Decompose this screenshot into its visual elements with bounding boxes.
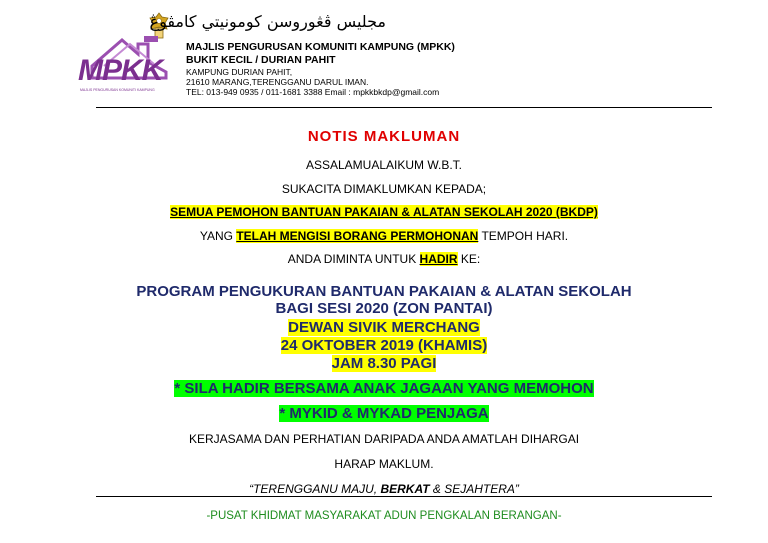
note-bring-child: * SILA HADIR BERSAMA ANAK JAGAAN YANG MEMOHON <box>174 380 594 397</box>
applicants-line <box>0 205 768 219</box>
attend-pre: ANDA DIMINTA UNTUK <box>287 252 420 266</box>
program-line-2: BAGI SESI 2020 (ZON PANTAI) <box>275 300 493 317</box>
attend-post: KE: <box>457 252 481 266</box>
footer-text: -PUSAT KHIDMAT MASYARAKAT ADUN PENGKALAN BERANGAN- <box>206 510 562 522</box>
greeting: ASSALAMUALAIKUM W.B.T. <box>305 158 463 172</box>
filled-highlight: TELAH MENGISI BORANG PERMOHONAN <box>236 229 479 243</box>
applicants-highlight: SEMUA PEMOHON BANTUAN PAKAIAN & ALATAN SEKOLAH 2020 (BKDP) <box>170 205 598 219</box>
contact-line: TEL: 013-949 0935 / 011-1681 3388 Email : mpkkbkdp@gmail.com <box>186 87 440 97</box>
notice-title: NOTIS MAKLUMAN <box>307 128 461 145</box>
event-date: 24 OKTOBER 2019 (KHAMIS) <box>280 337 488 354</box>
motto <box>0 482 768 496</box>
closing-text: HARAP MAKLUM. <box>334 457 434 471</box>
time-line <box>0 355 768 372</box>
org-subtitle: BUKIT KECIL / DURIAN PAHIT <box>186 54 336 66</box>
logo-text: MPKK <box>78 54 163 87</box>
program-line-1: PROGRAM PENGUKURAN BANTUAN PAKAIAN & ALATAN SEKOLAH <box>136 283 632 300</box>
address-line-1: KAMPUNG DURIAN PAHIT, <box>186 67 293 77</box>
arabic-title: مجليس ڤڠوروسن كومونيتي كامڤوڠ <box>149 12 386 31</box>
note-2-line <box>0 405 768 422</box>
note-mykid-mykad: * MYKID & MYKAD PENJAGA <box>279 405 489 422</box>
venue: DEWAN SIVIK MERCHANG <box>288 319 480 336</box>
mpkk-logo <box>74 22 184 100</box>
venue-line <box>0 319 768 336</box>
address-line-2: 21610 MARANG,TERENGGANU DARUL IMAN. <box>186 77 369 87</box>
org-name: MAJLIS PENGURUSAN KOMUNITI KAMPUNG (MPKK) <box>186 41 455 53</box>
motto-part-1: “TERENGGANU MAJU, <box>249 482 381 496</box>
motto-part-2: BERKAT <box>380 482 430 496</box>
filled-pre: YANG <box>199 229 237 243</box>
filled-post: TEMPOH HARI. <box>478 229 569 243</box>
note-1-line <box>0 380 768 397</box>
attend-highlight: HADIR <box>419 252 458 266</box>
attend-line <box>0 252 768 266</box>
event-time: JAM 8.30 PAGI <box>331 355 437 372</box>
logo-caption: MAJLIS PENGURUSAN KOMUNITI KAMPUNG <box>80 88 155 92</box>
motto-part-3: & SEJAHTERA” <box>429 482 519 496</box>
cooperation-text: KERJASAMA DAN PERHATIAN DARIPADA ANDA AMATLAH DIHARGAI <box>188 432 580 446</box>
date-line <box>0 337 768 354</box>
informed-text: SUKACITA DIMAKLUMKAN KEPADA; <box>281 182 487 196</box>
filled-form-line <box>0 229 768 243</box>
header-divider <box>96 107 712 108</box>
footer-divider <box>96 496 712 497</box>
